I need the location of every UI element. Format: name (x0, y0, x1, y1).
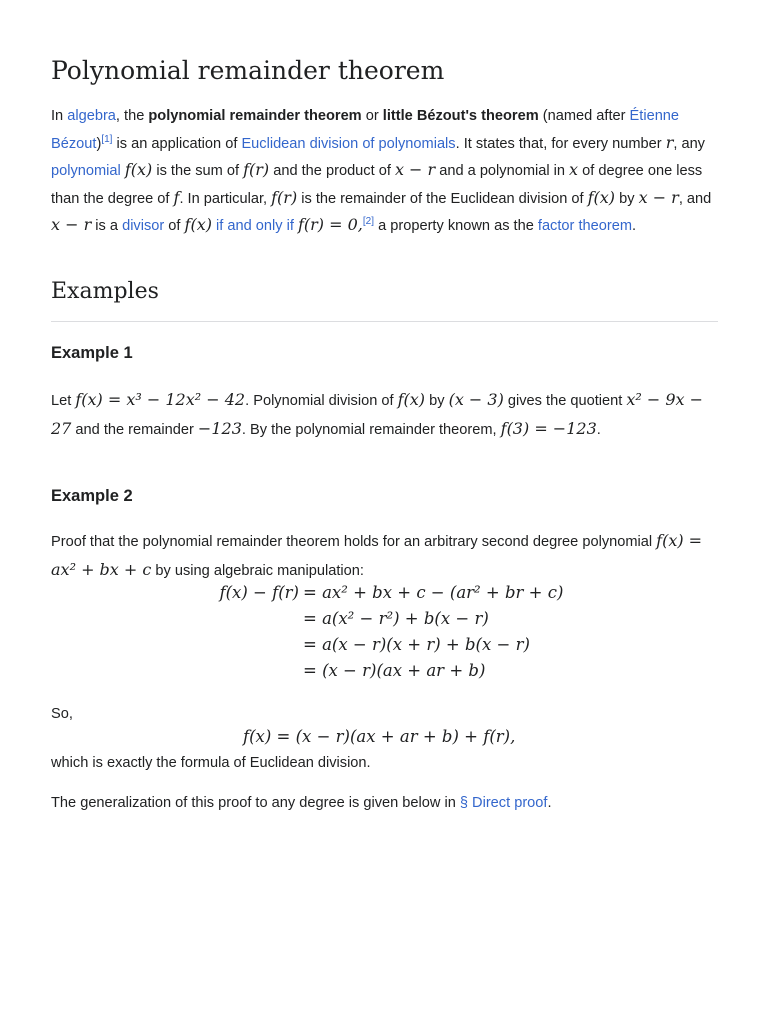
math: x² − 9x − 27 (51, 390, 704, 438)
text: . Polynomial division of (245, 393, 398, 409)
text: In (51, 108, 68, 124)
math: r (665, 132, 674, 152)
math: f(x) = x³ − 12x² − 42 (75, 390, 246, 409)
text: , and (678, 190, 712, 207)
text: . By the polynomial remainder theorem, (241, 422, 501, 438)
subheading-example-2: Example 2 (51, 487, 133, 505)
text: , any (673, 135, 705, 152)
link-direct-proof[interactable]: § Direct proof (459, 795, 548, 811)
section-heading-examples: Examples (51, 279, 159, 304)
text: (named after (538, 108, 630, 124)
text: and the remainder (71, 422, 198, 438)
link-etienne-bezout[interactable]: Étienne Bézout (51, 108, 680, 152)
citation-2[interactable]: [2] (362, 216, 375, 228)
text: Let (51, 393, 76, 409)
link-if-and-only-if[interactable]: if and only if (216, 218, 294, 234)
text: a property known as the (374, 218, 538, 234)
text: and a polynomial in (435, 163, 570, 179)
math: f(r) (243, 160, 270, 179)
math: f(x) − f(r) (219, 583, 299, 602)
text: and the product of (269, 163, 395, 179)
math: (x − 3) (448, 390, 504, 409)
equation-row: = (x − r)(ax + ar + b) (303, 661, 486, 680)
math: x (569, 160, 579, 179)
text: . (596, 422, 601, 438)
citation-1[interactable]: [1] (101, 133, 113, 145)
text: of degree one less than the degree of (51, 163, 703, 207)
math: f(x) (587, 187, 616, 207)
math: f(x) = ax² + bx + c (51, 531, 703, 579)
bold-term: little Bézout's theorem (382, 108, 539, 124)
math: x − r (51, 215, 92, 234)
text: is a (91, 218, 123, 234)
section-divider (51, 321, 718, 322)
math: f (173, 187, 180, 207)
link-algebra[interactable]: algebra (67, 108, 116, 124)
bold-term: polynomial remainder theorem (148, 108, 362, 124)
math: f(x) (184, 215, 212, 234)
so-text: So, (51, 706, 73, 722)
example-2-paragraph (51, 527, 719, 585)
text: , the (115, 108, 149, 124)
text: by (619, 190, 639, 207)
math: f(3) = −123 (500, 419, 597, 438)
final-equation: f(x) = (x − r)(ax + ar + b) + f(r), (243, 727, 516, 746)
math: f(x) (124, 160, 153, 179)
link-polynomial[interactable]: polynomial (51, 163, 121, 179)
equation-row: = a(x² − r²) + b(x − r) (303, 609, 489, 628)
math: f(r) (271, 187, 298, 207)
text: or (361, 108, 383, 124)
link-euclidean-division[interactable]: Euclidean division of polynomials (241, 135, 456, 152)
text: . In particular, (179, 190, 272, 207)
intro-paragraph (51, 104, 719, 240)
page-title: Polynomial remainder theorem (51, 56, 445, 85)
text: by using algebraic manipulation: (151, 563, 364, 579)
subheading-example-1: Example 1 (51, 344, 133, 362)
math: x − r (394, 160, 436, 179)
link-divisor[interactable]: divisor (122, 218, 165, 234)
text: . (547, 795, 552, 811)
math: f(x) (397, 390, 426, 409)
text: The generalization of this proof to any degree is given below in (51, 795, 460, 811)
math: −123 (197, 419, 242, 438)
text: is the remainder of the Euclidean division of (297, 190, 588, 207)
text: . (631, 218, 637, 234)
text: by (429, 393, 449, 409)
text: Proof that the polynomial remainder theorem holds for an arbitrary second degree polynomial (51, 534, 657, 550)
math: x − r (638, 187, 679, 207)
example-1-paragraph (51, 386, 719, 444)
math: f(r) = 0, (297, 215, 363, 234)
generalization-paragraph (51, 790, 719, 817)
text: gives the quotient (503, 393, 627, 409)
equation-row: = ax² + bx + c − (ar² + br + c) (303, 583, 564, 602)
text: is the sum of (152, 163, 244, 179)
equation-row: = a(x − r)(x + r) + b(x − r) (303, 635, 530, 654)
text: of (164, 218, 185, 234)
link-factor-theorem[interactable]: factor theorem (537, 218, 632, 234)
text: is an application of (112, 135, 242, 152)
text: . It states that, for every number (455, 135, 666, 152)
text: ) (96, 135, 102, 152)
euclidean-formula-note: which is exactly the formula of Euclidean division. (51, 755, 371, 771)
